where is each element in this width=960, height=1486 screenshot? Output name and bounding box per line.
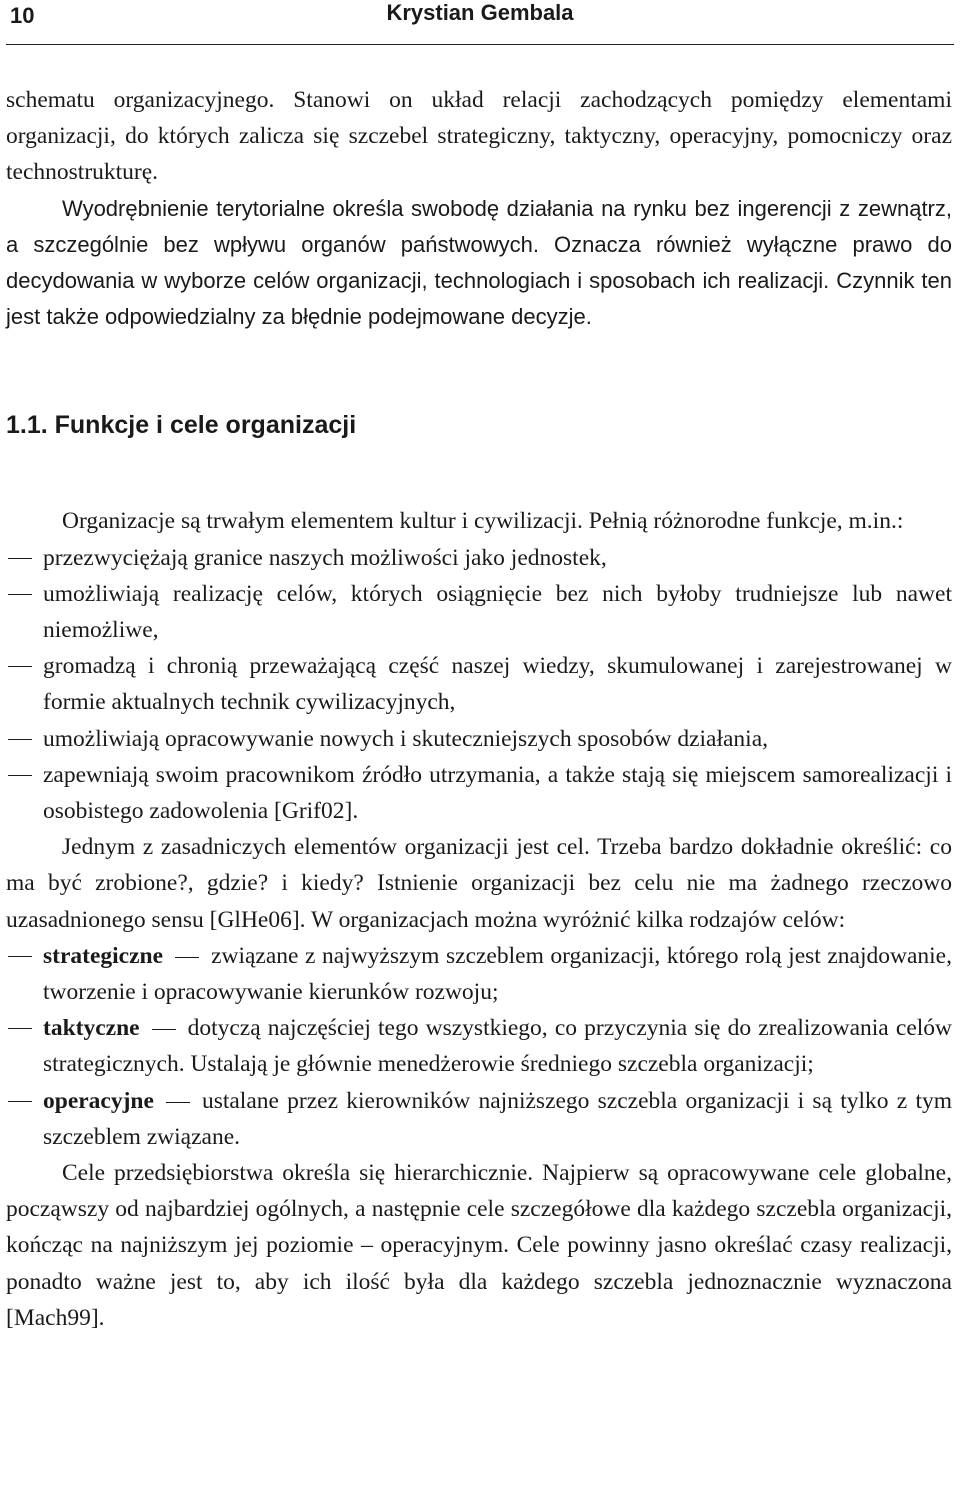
section-heading: 1.1. Funkcje i cele organizacji [6,411,357,440]
goals-list [6,938,952,1155]
goal-description: związane z najwyższym szczeblem organizacji, którego rolą jest znajdowanie, tworzenie i opracowywanie kierunków rozwoju; [43,942,952,1006]
list-item [6,938,952,1010]
list-item: przezwyciężają granice naszych możliwości jako jednostek, [6,540,952,576]
paragraph-2: Wyodrębnienie terytorialne określa swobodę działania na rynku bez ingerencji z zewnątrz, a szczególnie bez wpływu organów państwowych. Oznacza również wyłączne prawo do decydowania w wyborze celów organizacji, technologiach i sposobach ich realizacji. Czynnik ten jest także odpowiedzialny za błędnie podejmowane decyzje. [6,195,952,330]
page-header [6,0,954,45]
page-body [6,82,952,1336]
running-head-author: Krystian Gembala [386,0,574,25]
list-item: zapewniają swoim pracownikom źródło utrzymania, a także stają się miejscem samorealizacji i osobistego zadowolenia [Grif02]. [6,757,952,829]
dash-icon [166,1102,190,1103]
list-item: umożliwiają opracowywanie nowych i skuteczniejszych sposobów działania, [6,721,952,757]
dash-icon [152,1029,176,1030]
list-item [6,1083,952,1155]
list-item: umożliwiają realizację celów, których osiągnięcie bez nich byłoby trudniejsze lub nawet niemożliwe, [6,576,952,648]
paragraph-1: schematu organizacyjnego. Stanowi on układ relacji zachodzących pomiędzy elementami organizacji, do których zalicza się szczebel strategiczny, taktyczny, operacyjny, pomocniczy oraz technostrukturę. [6,87,952,186]
section-spacer [6,335,952,407]
goal-term: taktyczne [43,1015,140,1042]
paragraph-3: Organizacje są trwałym elementem kultur i cywilizacji. Pełnią różnorodne funkcje, m.in.: [62,508,904,535]
list-item: gromadzą i chronią przeważającą część naszej wiedzy, skumulowanej i zarejestrowanej w formie aktualnych technik cywilizacyjnych, [6,648,952,720]
page-number: 10 [10,3,35,28]
list-item [6,1010,952,1082]
functions-list [6,540,952,830]
paragraph-4: Jednym z zasadniczych elementów organizacji jest cel. Trzeba bardzo dokładnie określić: co ma być zrobione?, gdzie? i kiedy? Istnienie organizacji bez celu nie ma żadnego rzeczowo uzasadnionego sensu [GlHe06]. W organizacjach można wyróżnić kilka rodzajów celów: [6,834,952,933]
paragraph-5: Cele przedsiębiorstwa określa się hierarchicznie. Najpierw są opracowywane cele globalne, począwszy od najbardziej ogólnych, a następnie cele szczegółowe dla każdego szczebla organizacji, kończąc na najniższym jej poziomie – operacyjnym. Cele powinny jasno określać czasy realizacji, ponadto ważne jest to, aby ich ilość była dla każdego szczebla jednoznacznie wyznaczona [Mach99]. [6,1160,952,1331]
goal-description: ustalane przez kierowników najniższego szczebla organizacji i są tylko z tym szczeblem związane. [43,1087,952,1150]
goal-term: operacyjne [43,1087,154,1114]
dash-icon [175,957,199,958]
goal-term: strategiczne [43,942,164,969]
goal-description: dotyczą najczęściej tego wszystkiego, co przyczynia się do zrealizowania celów strategicznych. Ustalają je głównie menedżerowie średniego szczebla organizacji; [43,1015,952,1078]
